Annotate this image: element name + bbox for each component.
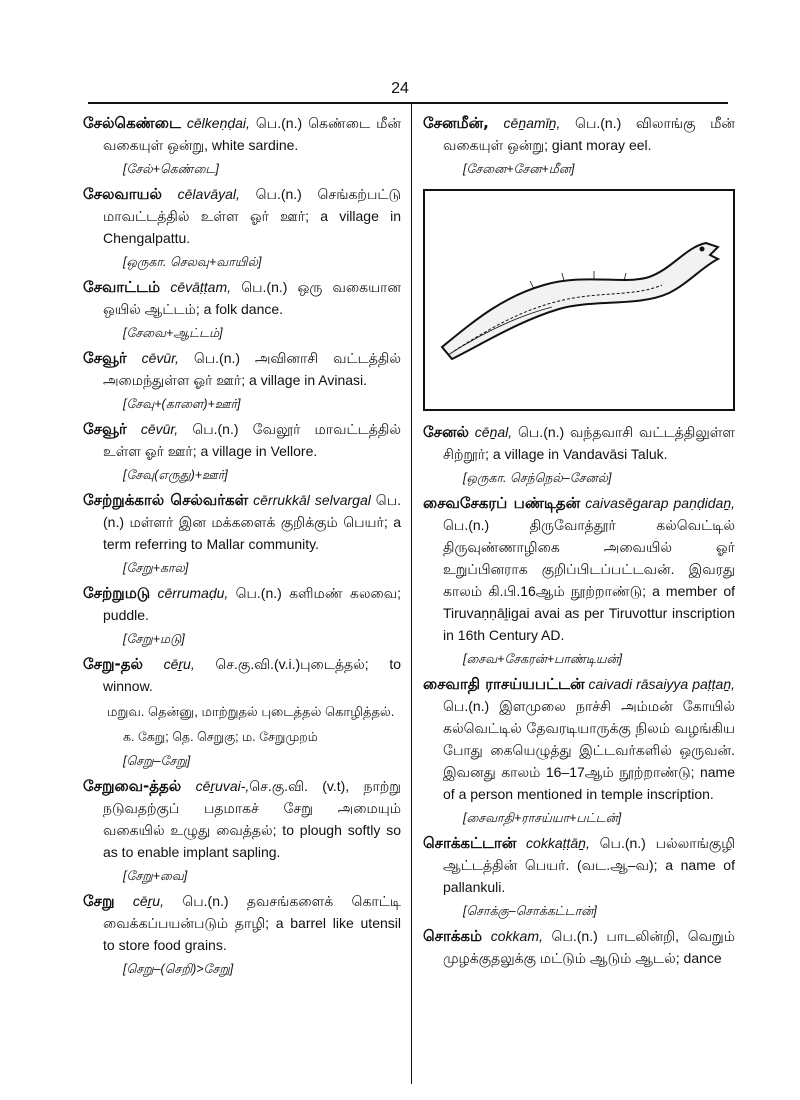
transliteration: cēvāṭṭam, [170,279,232,295]
transliteration: cēvūr, [140,421,179,437]
etymology: [சேறு+கால] [123,561,189,575]
headword: சேற்றுமடு [83,584,151,602]
definition: பெ.(n.) களிமண் கலவை; puddle. [103,585,401,623]
etymology: [சேல்+கெண்டை] [123,162,219,176]
dictionary-entry [83,489,401,578]
headword: சேறுவை-த்தல் [83,777,182,795]
transliteration: cērrumaḍu, [157,585,229,601]
dictionary-entry [83,112,401,179]
definition: பெ.(n.) செங்கற்பட்டு மாவட்டத்தில் உள்ள ஓர் ஊர்; a village in Chengalpattu. [103,186,401,246]
etymology: [சொக்கு–சொக்கட்டான்] [463,904,597,918]
etymology: [சேறு+வை] [123,869,188,883]
dictionary-entry [423,112,735,179]
moray-eel-illustration [434,225,724,375]
definition: பெ.(n.) அவினாசி வட்டத்தில் அமைந்துள்ள ஓர் ஊர்; a village in Avinasi. [103,350,402,388]
dictionary-entry [423,421,735,488]
headword: சேனமீன், [423,114,489,132]
transliteration: cokkaṭṭāṉ, [526,835,590,851]
header-rule [88,102,728,104]
headword: சேவாட்டம் [83,278,161,296]
cognates: க. கேறு; தெ. செறுகு; ம. சேறுமுறம் [123,730,318,744]
dictionary-entry [83,347,401,414]
etymology: [சேவை+ஆட்டம்] [123,326,223,340]
dictionary-entry [83,890,401,979]
dictionary-entry [83,775,401,886]
headword: சொக்கட்டான் [423,834,517,852]
dictionary-entry [83,183,401,272]
dictionary-entry [423,492,735,669]
transliteration: caivadi rāsaiyya paṭṭaṉ, [588,676,736,692]
headword: சேல்கெண்டை [83,114,181,132]
definition: பெ.(n.) தவசங்களைக் கொட்டி வைக்கப்பயன்படும் தாழி; a barrel like utensil to store food grains. [103,893,402,953]
definition: செ.கு.வி.(v.i.)புடைத்தல்; to winnow. [103,656,402,694]
transliteration: cēṉal, [474,424,513,440]
column-divider [411,104,412,1084]
etymology: [சேனை+சேன+மீன] [463,162,575,176]
definition: பெ.(n.) மள்ளர் இன மக்களைக் குறிக்கும் பெயர்; a term referring to Mallar community. [103,492,401,552]
right-column [423,112,735,973]
definition: பெ.(n.) விலாங்கு மீன் வகையுள் ஒன்று; giant moray eel. [443,115,735,153]
headword: சைவாதி ராசய்யபட்டன் [423,675,585,693]
headword: சேறு-தல் [83,655,143,673]
headword: சேறு [83,892,115,910]
etymology: [ஒருகா. செந்நெல்–சேனல்] [463,471,612,485]
page-number: 24 [391,80,409,97]
transliteration: caivasēgarap paṇḍidaṉ, [585,495,736,511]
transliteration: cēṟu, [163,656,195,672]
left-column [83,112,401,983]
etymology: [செறு–சேறு] [123,754,191,768]
dictionary-entry [83,276,401,343]
transliteration: cēṟuvai-, [195,778,250,794]
etymology: [சேறு+மடு] [123,632,185,646]
transliteration: cēṟu, [132,893,164,909]
dictionary-entry [423,925,735,969]
etymology: [சேவு(எருது)+ஊர்] [123,468,228,482]
headword: சைவசேகரப் பண்டிதன் [423,494,581,512]
etymology: [சைவ+சேகரன்+பாண்டியன்] [463,652,623,666]
dictionary-entry [83,418,401,485]
headword: சொக்கம் [423,927,483,945]
transliteration: cēlkeṇḍai, [186,115,250,131]
headword: சேனல் [423,423,469,441]
transliteration: cēvūr, [141,350,179,366]
definition: பெ.(n.) வேலூர் மாவட்டத்தில் உள்ள ஓர் ஊர்; a village in Vellore. [103,421,402,459]
transliteration: cēlavāyal, [177,186,240,202]
etymology: [செறு–(செறி)>சேறு] [123,962,234,976]
dictionary-entry [423,673,735,828]
dictionary-entry [83,653,401,771]
headword: சேவூர் [83,420,127,438]
headword: சேற்றுக்கால் செல்வர்கள் [83,491,249,509]
transliteration: cēṉamīṉ, [503,115,561,131]
definition: பெ.(n.) பல்லாங்குழி ஆட்டத்தின் பெயர். (வட.ஆ–வ); a name of pallankuli. [443,835,735,895]
synonym-note: மறுவ. தென்னு, மாற்றுதல் புடைத்தல் கொழித்தல். [107,704,395,719]
headword: சேலவாயல் [83,185,162,203]
dictionary-entry [83,582,401,649]
transliteration: cokkam, [490,928,543,944]
definition: பெ.(n.) ஒரு வகையான ஒயில் ஆட்டம்; a folk dance. [103,279,402,317]
etymology: [சேவு+(காளை)+ஊர்] [123,397,241,411]
definition: பெ.(n.) திருவோத்தூர் கல்வெட்டில் திருவுண்ணாழிகை அவையில் ஓர் உறுப்பினராக குறிப்பிடப்பட்டவன். இவரது காலம் கி.பி.16ஆம் நூற்றாண்டு; a member of Tiruvaṇṇāḻigai avai as per Tiruvottur inscription in 16th Century AD. [443,517,735,643]
etymology: [சைவாதி+ராசய்யா+பட்டன்] [463,811,622,825]
definition: பெ.(n.) வந்தவாசி வட்டத்திலுள்ள சிற்றூர்; a village in Vandavāsi Taluk. [443,424,736,462]
etymology: [ஒருகா. செலவு+வாயில்] [123,255,262,269]
definition: பெ.(n.) கெண்டை மீன் வகையுள் ஒன்று, white sardine. [103,115,402,153]
headword: சேவூர் [83,349,127,367]
dictionary-entry [423,832,735,921]
definition: பெ.(n.) இளமுலை நாச்சி அம்மன் கோயில் கல்வெட்டில் தேவரடியாருக்கு நிலம் வழங்கிய போது கையெழுத்து இட்டவர்களில் ஒருவன். இவனது காலம் 16–17ஆம் நூற்றாண்டு; name of a person mentioned in temple inscription. [443,698,735,802]
transliteration: cērrukkāl selvargal [253,492,371,508]
definition: செ.கு.வி. (v.t), நாற்று நடுவதற்குப் பதமாகச் சேறு அமையும் வகையில் உழுது வைத்தல்; to plough softly so as to enable implant sapling. [103,778,402,860]
eel-figure [423,189,735,411]
definition: பெ.(n.) பாடலின்றி, வெறும் முழக்குதலுக்கு மட்டும் ஆடும் ஆடல்; dance [443,928,735,966]
